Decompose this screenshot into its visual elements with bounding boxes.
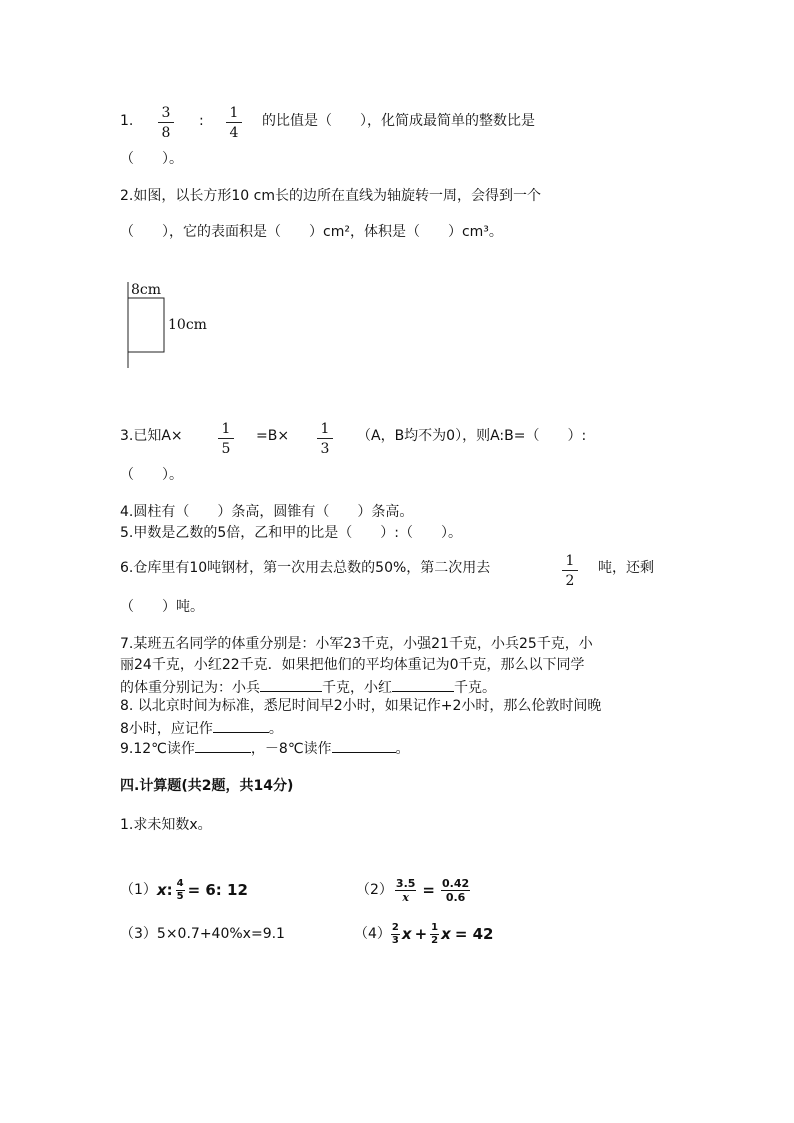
q3-prefix: 3.已知A× bbox=[120, 428, 183, 444]
q8-line2-b: 。 bbox=[268, 721, 283, 737]
fraction-numerator: 1 bbox=[431, 921, 439, 933]
fraction-denominator: 8 bbox=[161, 125, 171, 141]
fraction-numerator: 2 bbox=[391, 921, 399, 933]
problem-2 bbox=[356, 872, 470, 908]
problem-4 bbox=[354, 920, 493, 948]
q9-line bbox=[120, 740, 410, 756]
fraction-numerator: 1 bbox=[218, 422, 234, 439]
fraction-denominator: 5 bbox=[221, 441, 231, 457]
answer-blank[interactable] bbox=[392, 679, 454, 692]
problem-1 bbox=[120, 876, 248, 904]
q1-colon: : bbox=[199, 113, 204, 129]
variable-x: x bbox=[441, 924, 451, 943]
fraction bbox=[391, 923, 400, 946]
figure-width-label: 8cm bbox=[131, 282, 162, 298]
q8-line1: 8. 以北京时间为标准，悉尼时间早2小时，如果记作+2小时，那么伦敦时间晚 bbox=[120, 698, 602, 714]
fraction-numerator: 1 bbox=[317, 422, 333, 439]
equation-rhs: = 6: 12 bbox=[187, 880, 248, 899]
problem-label: （2） bbox=[356, 882, 393, 898]
q5-text: 5.甲数是乙数的5倍，乙和甲的比是（ ）:（ ）。 bbox=[120, 525, 462, 541]
q3-mid: =B× bbox=[256, 428, 290, 444]
fraction bbox=[430, 923, 439, 946]
fraction-numerator: 4 bbox=[176, 877, 184, 889]
problem-label: （4） bbox=[354, 926, 391, 942]
fraction-numerator: 3.5 bbox=[395, 876, 416, 890]
q1-fraction-a bbox=[158, 106, 174, 140]
variable-x: x bbox=[401, 924, 412, 943]
q6-prefix: 6.仓库里有10吨钢材，第一次用去总数的50%，第二次用去 bbox=[120, 560, 491, 576]
fraction-denominator: 5 bbox=[176, 890, 184, 902]
q6-suffix: 吨，还剩 bbox=[598, 560, 654, 576]
q6-line2: （ ）吨。 bbox=[120, 599, 204, 615]
q7-line3 bbox=[120, 679, 496, 695]
fraction-numerator: 3 bbox=[158, 106, 174, 123]
fraction-denominator: 4 bbox=[229, 125, 239, 141]
problem-label: （1） bbox=[120, 882, 157, 898]
colon-symbol: : bbox=[166, 880, 173, 899]
problem-3 bbox=[120, 927, 285, 941]
q7-line2: 丽24千克，小红22千克．如果把他们的平均体重记为0千克，那么以下同学 bbox=[120, 657, 585, 673]
section4-question-1: 1.求未知数x。 bbox=[120, 817, 212, 833]
fraction-denominator: x bbox=[402, 890, 409, 904]
fraction-denominator: 2 bbox=[431, 934, 439, 946]
equation-rhs: = 42 bbox=[454, 924, 494, 943]
fraction bbox=[395, 878, 417, 903]
fraction-numerator: 1 bbox=[562, 554, 578, 571]
fraction-numerator: 0.42 bbox=[442, 876, 470, 890]
q3-fraction-b bbox=[317, 422, 333, 456]
q7-line1: 7.某班五名同学的体重分别是：小军23千克，小强21千克，小兵25千克，小 bbox=[120, 636, 593, 652]
q7-line3-a: 的体重分别记为：小兵 bbox=[120, 680, 260, 696]
answer-blank[interactable] bbox=[213, 720, 269, 733]
q1-text: 的比值是（ ），化简成最简单的整数比是 bbox=[262, 113, 535, 129]
q1-line2: （ ）。 bbox=[120, 151, 183, 167]
q7-line3-b: 千克，小红 bbox=[322, 680, 392, 696]
q7-line3-c: 千克。 bbox=[454, 680, 496, 696]
fraction-numerator: 1 bbox=[226, 106, 242, 123]
variable-x: x bbox=[156, 880, 167, 899]
rectangle-shape bbox=[128, 298, 164, 352]
q6-fraction bbox=[562, 554, 578, 588]
q2-line2: （ ），它的表面积是（ ）cm²，体积是（ ）cm³。 bbox=[120, 224, 503, 240]
fraction-denominator: 2 bbox=[565, 573, 575, 589]
fraction bbox=[441, 878, 470, 903]
fraction bbox=[176, 879, 185, 902]
q2-text: 2.如图，以长方形10 cm长的边所在直线为轴旋转一周，会得到一个 bbox=[120, 188, 541, 204]
plus-sign: + bbox=[414, 924, 428, 943]
q3-suffix: （A，B均不为0），则A:B=（ ）: bbox=[357, 428, 587, 444]
answer-blank[interactable] bbox=[260, 679, 322, 692]
fraction-denominator: 3 bbox=[320, 441, 330, 457]
q8-line2-a: 8小时，应记作 bbox=[120, 721, 213, 737]
q3-line2: （ ）。 bbox=[120, 467, 183, 483]
answer-blank[interactable] bbox=[332, 740, 396, 753]
q8-line2 bbox=[120, 720, 283, 736]
equals-sign: = bbox=[422, 880, 435, 899]
q9-c: 。 bbox=[395, 741, 410, 757]
q1-number: 1. bbox=[120, 113, 134, 129]
q1-fraction-b bbox=[226, 106, 242, 140]
answer-blank[interactable] bbox=[195, 740, 251, 753]
q3-fraction-a bbox=[218, 422, 234, 456]
q9-a: 9.12℃读作 bbox=[120, 741, 195, 757]
q9-b: ，－8℃读作 bbox=[250, 741, 332, 757]
problem-label: （3） bbox=[120, 926, 157, 942]
fraction-denominator: 3 bbox=[391, 934, 399, 946]
q4-text: 4.圆柱有（ ）条高，圆锥有（ ）条高。 bbox=[120, 504, 414, 520]
fraction-denominator: 0.6 bbox=[445, 890, 466, 904]
section-heading: 四.计算题(共2题，共14分) bbox=[120, 778, 294, 794]
figure-height-label: 10cm bbox=[168, 317, 207, 333]
equation-text: 5×0.7+40%x=9.1 bbox=[156, 926, 285, 942]
